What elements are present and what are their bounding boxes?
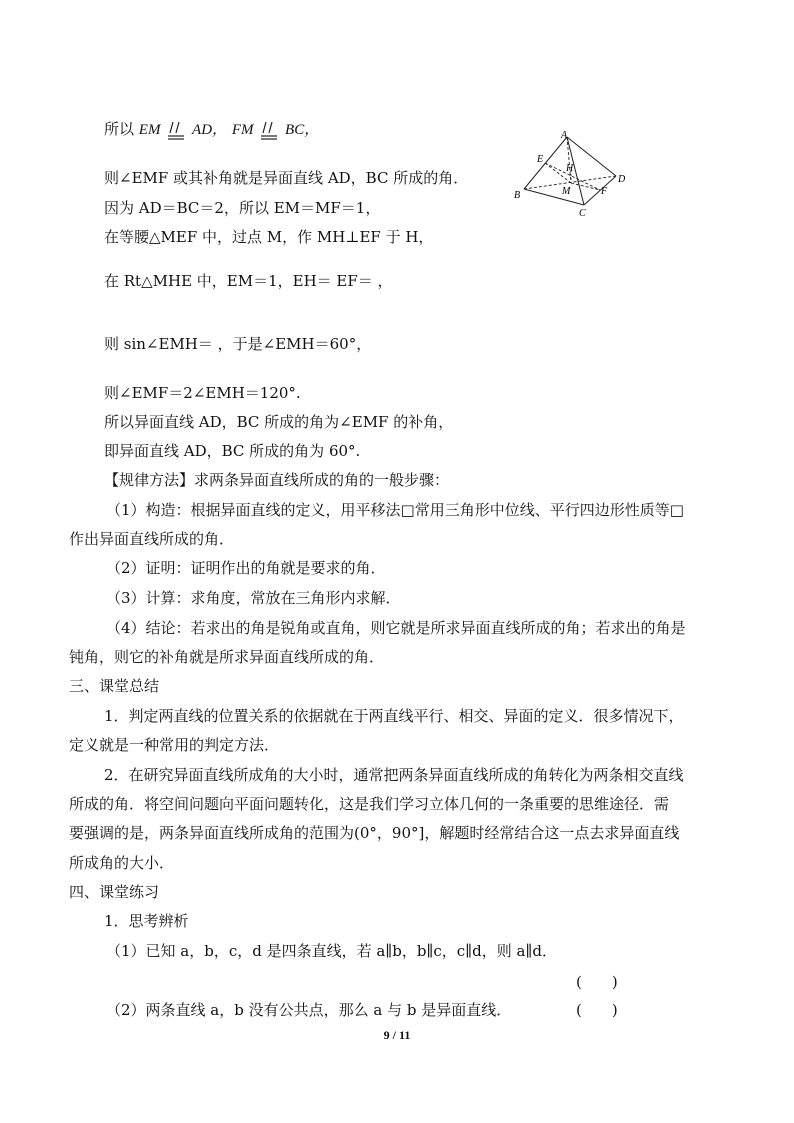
text-line-7: 则∠EMF＝2∠EMH＝120°. [104,384,301,402]
text-line-14: （3）计算：求角度，常放在三角形内求解． [106,589,401,607]
text-line-6: 则 sin∠EMH＝ ，于是∠EMH＝60°， [104,335,372,353]
figure-label-h: H [566,163,574,174]
figure-label-a: A [561,130,568,141]
text-line-18: 1．判定两直线的位置关系的依据就在于两直线平行、相交、异面的定义．很多情况下， [104,707,684,725]
math-fm: FM [231,122,254,138]
math-ad: AD， [192,122,228,138]
text-line-3: 因为 AD＝BC＝2，所以 EM＝MF＝1， [104,199,381,217]
method-heading: 【规律方法】求两条异面直线所成的角的一般步骤： [104,471,450,489]
tetrahedron-figure [508,128,634,224]
text-line-22: 要强调的是，两条异面直线所成角的范围为(0°，90°]，解题时经常结合这一点去求异面直线 [69,824,680,842]
text-line-12: 作出异面直线所成的角． [69,530,235,548]
text-line-2: 则∠EMF 或其补角就是异面直线 AD，BC 所成的角． [104,169,469,187]
text-line-13: （2）证明：证明作出的角就是要求的角． [106,559,386,577]
math-bc: BC， [285,122,320,138]
section-heading-practice: 四、课堂练习 [69,883,160,901]
page-number: 9 / 11 [383,1028,411,1042]
text-line-26: （1）已知 a，b，c，d 是四条直线，若 a∥b，b∥c，c∥d，则 a∥d． [106,942,557,960]
figure-label-f: F [601,186,608,197]
figure-label-b: B [514,190,521,201]
text-line-28: （2）两条直线 a，b 没有公共点，那么 a 与 b 是异面直线． [106,1001,512,1019]
text-line-16: 钝角，则它的补角就是所求异面直线所成的角． [69,648,385,666]
text-line-25: 1．思考辨析 [104,912,189,930]
text-segment: 所以 [104,120,135,138]
figure-label-d: D [618,174,626,185]
text-line-1 [104,119,319,140]
answer-blank-1: ( ) [576,973,618,991]
figure-label-e: E [537,154,544,165]
figure-label-m: M [562,186,571,197]
text-line-19: 定义就是一种常用的判定方法． [69,736,280,754]
text-line-23: 所成角的大小． [69,854,175,872]
text-line-11: （1）构造：根据异面直线的定义，用平移法□常用三角形中位线、平行四边形性质等□ [106,501,684,519]
text-line-21: 所成的角．将空间问题向平面问题转化，这是我们学习立体几何的一条重要的思维途径．需 [69,795,670,813]
text-line-20: 2．在研究异面直线所成角的大小时，通常把两条异面直线所成的角转化为两条相交直线 [104,766,684,784]
text-line-8: 所以异面直线 AD，BC 所成的角为∠EMF 的补角， [104,413,454,431]
text-line-4: 在等腰△MEF 中，过点 M，作 MH⊥EF 于 H， [104,228,434,246]
math-em: EM [138,122,161,138]
text-line-15: （4）结论：若求出的角是锐角或直角，则它就是所求异面直线所成的角；若求出的角是 [106,619,686,637]
text-line-5: 在 Rt△MHE 中，EM＝1，EH＝ EF＝ ， [104,272,393,290]
section-heading-summary: 三、课堂总结 [69,677,160,695]
text-line-9: 即异面直线 AD，BC 所成的角为 60°. [104,442,361,460]
answer-blank-2: ( ) [576,1001,618,1019]
figure-label-c: C [579,208,586,219]
